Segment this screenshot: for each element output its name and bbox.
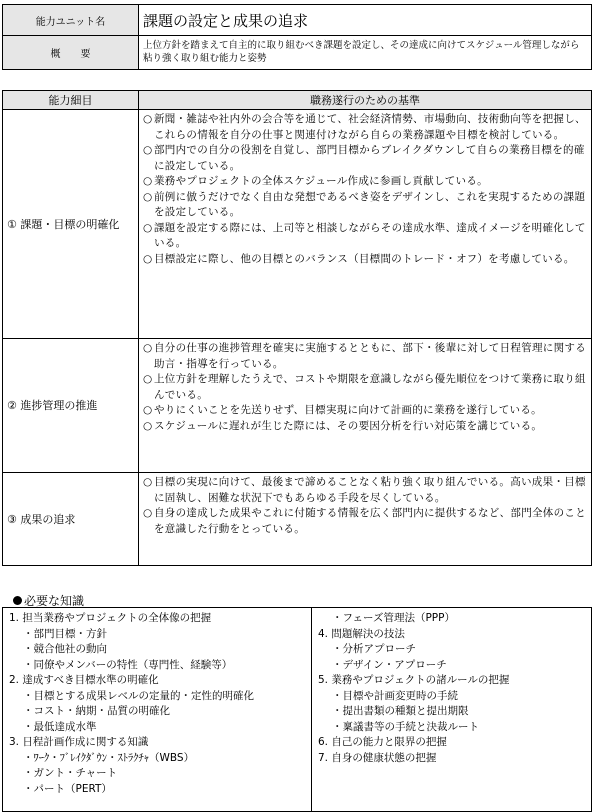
criteria-text: 自身の達成した成果やこれに付随する情報を広く部門内に提供するなど、部門全体のことを意識した行動をとっている。	[154, 507, 586, 535]
criteria-item	[143, 221, 587, 252]
circle-mark-icon: ○	[143, 252, 153, 265]
criteria-text: 目標設定に際し、他の目標とのバランス（目標間のトレード・オフ）を考慮している。	[154, 252, 575, 265]
criteria-item	[143, 372, 587, 403]
circle-mark-icon: ○	[143, 342, 153, 354]
knowledge-subitem: ・分析アプローチ	[332, 643, 416, 655]
knowledge-right-column	[312, 608, 592, 812]
summary-text: 上位方針を踏まえて自主的に取り組むべき課題を設定し、その達成に向けてスケジュール管理しながら粘り強く取り組む能力と姿勢	[139, 36, 592, 70]
criteria-cell	[139, 110, 592, 339]
criteria-text: 新聞・雑誌や社内外の会合等を通じて、社会経済情勢、市場動向、技術動向等を把握し、これらの情報を自分の仕事と関連付けながら自らの業務課題や目標を検討している。	[154, 113, 586, 141]
bullet-dot-icon	[13, 596, 22, 605]
criteria-text: 前例に倣うだけでなく自由な発想であるべき姿をデザインし、これを実現するための課題を設定している。	[154, 190, 586, 218]
circle-mark-icon: ○	[143, 419, 153, 432]
criteria-text: 上位方針を理解したうえで、コストや期限を意識しながら優先順位をつけて業務に取り組んでいる。	[154, 373, 586, 401]
criteria-item	[143, 143, 587, 174]
circle-mark-icon: ○	[143, 221, 153, 234]
criteria-text: やりにくいことを先送りせず、目標実現に向けて計画的に業務を遂行している。	[154, 404, 542, 416]
knowledge-subitem: ・最低達成水準	[23, 720, 97, 733]
unit-name-label: 能力ユニット名	[3, 5, 139, 36]
knowledge-subitem: ・コスト・納期・品質の明確化	[23, 705, 170, 717]
circle-mark-icon: ○	[143, 190, 153, 203]
circle-mark-icon: ○	[143, 476, 153, 488]
criteria-text: スケジュールに遅れが生じた際には、その要因分析を行い対応策を講じている。	[154, 419, 543, 432]
knowledge-subitem: ・稟議書等の手続と決裁ルート	[332, 720, 479, 733]
knowledge-subitem: ・ﾜｰｸ・ﾌﾞﾚｲｸﾀﾞｳﾝ・ｽﾄﾗｸﾁｬ（WBS）	[23, 751, 195, 764]
knowledge-item: 6. 自己の能力と限界の把握	[318, 736, 447, 748]
category-cell: ② 進捗管理の推進	[3, 339, 139, 473]
unit-title: 課題の設定と成果の追求	[139, 5, 592, 36]
knowledge-item: 3. 日程計画作成に関する知識	[9, 736, 149, 748]
criteria-item	[143, 419, 587, 435]
criteria-item	[143, 190, 587, 221]
circle-mark-icon: ○	[143, 373, 153, 385]
col-header-ability: 能力細目	[3, 91, 139, 110]
criteria-item	[143, 403, 587, 419]
knowledge-left-column	[3, 608, 312, 812]
knowledge-subitem: ・フェーズ管理法（PPP）	[332, 612, 455, 624]
knowledge-subitem: ・同僚やメンバーの特性（専門性、経験等）	[23, 658, 233, 671]
circle-mark-icon: ○	[143, 113, 153, 125]
criteria-cell	[139, 473, 592, 566]
knowledge-subitem: ・目標や計画変更時の手続	[332, 689, 458, 702]
circle-mark-icon: ○	[143, 175, 153, 187]
knowledge-subitem: ・部門目標・方針	[23, 627, 107, 640]
criteria-item	[143, 112, 587, 143]
category-cell: ① 課題・目標の明確化	[3, 110, 139, 339]
criteria-cell	[139, 339, 592, 473]
knowledge-table	[2, 607, 592, 812]
circle-mark-icon: ○	[143, 144, 153, 156]
criteria-item	[143, 174, 587, 190]
knowledge-item: 4. 問題解決の技法	[318, 627, 405, 640]
knowledge-subitem: ・競合他社の動向	[23, 643, 107, 655]
criteria-item	[143, 341, 587, 372]
knowledge-item: 7. 自身の健康状態の把握	[318, 751, 437, 764]
knowledge-subitem: ・ガント・チャート	[23, 767, 118, 779]
knowledge-item: 5. 業務やプロジェクトの諸ルールの把握	[318, 674, 510, 686]
criteria-text: 課題を設定する際には、上司等と相談しながらその達成水準、達成イメージを明確化している。	[154, 221, 586, 249]
summary-label: 概 要	[3, 36, 139, 70]
unit-table	[2, 4, 592, 70]
knowledge-subitem: ・提出書類の種類と提出期限	[332, 705, 469, 717]
criteria-item	[143, 252, 587, 268]
criteria-text: 目標の実現に向けて、最後まで諦めることなく粘り強く取り組んでいる。高い成果・目標に固執し、困難な状況下でもあらゆる手段を尽くしている。	[154, 476, 586, 504]
circle-mark-icon: ○	[143, 404, 153, 416]
criteria-text: 部門内での自分の役割を自覚し、部門目標からブレイクダウンして自らの業務目標を的確に設定している。	[154, 144, 585, 172]
category-cell: ③ 成果の追求	[3, 473, 139, 566]
detail-table	[2, 90, 592, 566]
criteria-item	[143, 475, 587, 506]
knowledge-subitem: ・パート（PERT）	[23, 782, 112, 795]
knowledge-subitem: ・目標とする成果レベルの定量的・定性的明確化	[23, 689, 254, 702]
knowledge-item: 1. 担当業務やプロジェクトの全体像の把握	[9, 612, 212, 624]
col-header-criteria: 職務遂行のための基準	[139, 91, 592, 110]
knowledge-heading-text: 必要な知識	[24, 594, 85, 608]
criteria-item	[143, 506, 587, 537]
knowledge-subitem: ・デザイン・アプローチ	[332, 658, 447, 671]
knowledge-item: 2. 達成すべき目標水準の明確化	[9, 674, 159, 686]
criteria-text: 自分の仕事の進捗管理を確実に実施するとともに、部下・後輩に対して日程管理に関する助言・指導を行っている。	[154, 342, 586, 370]
circle-mark-icon: ○	[143, 507, 153, 519]
criteria-text: 業務やプロジェクトの全体スケジュール作成に参画し貢献している。	[154, 175, 488, 187]
